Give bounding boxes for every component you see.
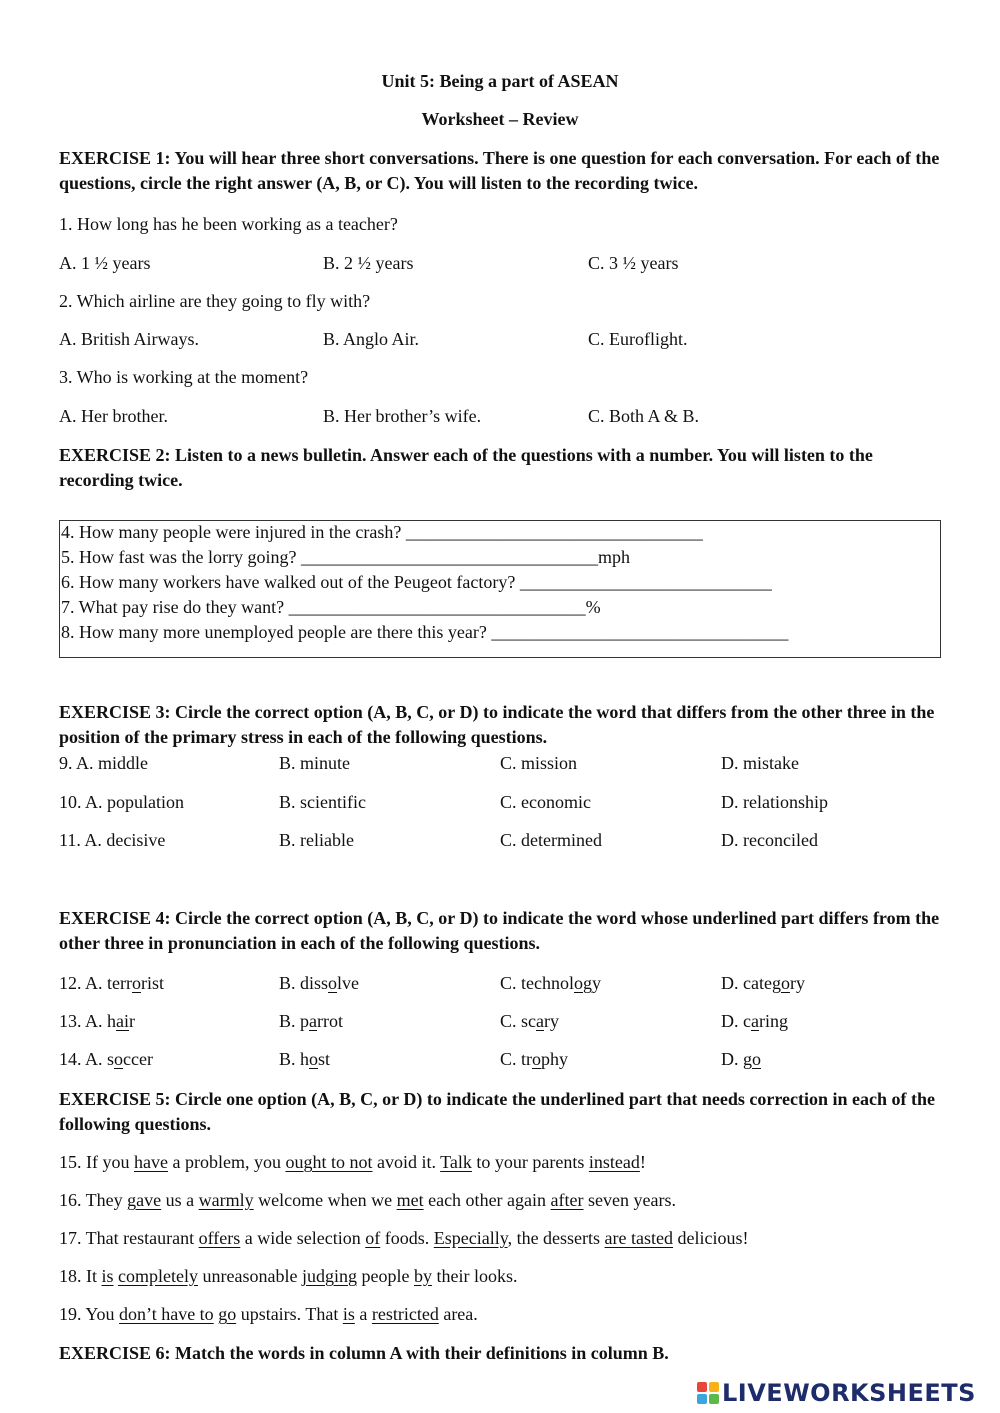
liveworksheets-logo-icon	[697, 1382, 719, 1404]
q11-option-d[interactable]: D. reconciled	[721, 830, 818, 850]
underlined-part: o	[328, 973, 338, 993]
underlined-part: o	[114, 1049, 124, 1069]
option-c-part[interactable]: Talk	[440, 1152, 472, 1172]
exercise-4-heading: EXERCISE 4: Circle the correct option (A, B, C, or D) to indicate the word whose underlined part differs from the other three in pronunciation in each of the following questions.	[59, 908, 940, 953]
underlined-part: ai	[116, 1011, 130, 1031]
exercise-1-heading: EXERCISE 1: You will hear three short conversations. There is one question for each conversation. For each of the questions, circle the right answer (A, B, or C). You will listen to the recording twice.	[59, 148, 940, 193]
option-a-part[interactable]: offers	[198, 1228, 241, 1248]
question-6[interactable]: 6. How many workers have walked out of the Peugeot factory? ____________________________	[61, 572, 772, 592]
q12-option-b[interactable]: B. dissolve	[279, 973, 360, 993]
q10-option-d[interactable]: D. relationship	[721, 792, 828, 812]
question-8[interactable]: 8. How many more unemployed people are there this year? _________________________________	[61, 622, 789, 642]
q2-option-b[interactable]: B. Anglo Air.	[323, 329, 420, 349]
exercise-2-heading: EXERCISE 2: Listen to a news bulletin. Answer each of the questions with a number. You will listen to the recording twice.	[59, 445, 873, 490]
option-c-part[interactable]: met	[396, 1190, 424, 1210]
question-4[interactable]: 4. How many people were injured in the crash? _________________________________	[61, 522, 703, 542]
option-a-part[interactable]: have	[134, 1152, 168, 1172]
q10-option-a[interactable]: 10. A. population	[59, 792, 184, 812]
q14-option-d[interactable]: D. go	[721, 1049, 761, 1069]
q14-option-c[interactable]: C. trophy	[500, 1049, 569, 1069]
q2-option-c[interactable]: C. Euroflight.	[588, 329, 688, 349]
q13-option-b[interactable]: B. parrot	[279, 1011, 344, 1031]
option-d-part[interactable]: are tasted	[604, 1228, 674, 1248]
worksheet-title: Unit 5: Being a part of ASEAN	[381, 71, 619, 91]
option-d-part[interactable]: instead	[588, 1152, 640, 1172]
option-c-part[interactable]: judging	[301, 1266, 357, 1286]
q12-option-d[interactable]: D. category	[721, 973, 805, 993]
question-17: 17. That restaurant offers a wide selection of foods. Especially, the desserts are tasted delicious!	[59, 1228, 749, 1248]
question-7[interactable]: 7. What pay rise do they want? _________________________________%	[61, 597, 601, 617]
q1-option-a[interactable]: A. 1 ½ years	[59, 253, 151, 273]
q14-option-a[interactable]: 14. A. soccer	[59, 1049, 153, 1069]
q12-option-c[interactable]: C. technology	[500, 973, 601, 993]
q2-option-a[interactable]: A. British Airways.	[59, 329, 200, 349]
exercise-3-heading: EXERCISE 3: Circle the correct option (A, B, C, or D) to indicate the word that differs from the other three in the position of the primary stress in each of the following questions.	[59, 702, 935, 747]
underlined-part: o	[780, 973, 790, 993]
q11-option-b[interactable]: B. reliable	[279, 830, 354, 850]
option-b-part[interactable]: go	[218, 1304, 237, 1324]
option-a-part[interactable]: don’t have to	[119, 1304, 214, 1324]
q9-option-c[interactable]: C. mission	[500, 753, 578, 773]
q13-option-a[interactable]: 13. A. hair	[59, 1011, 136, 1031]
liveworksheets-logo	[697, 1378, 976, 1408]
question-3: 3. Who is working at the moment?	[59, 367, 309, 387]
underlined-part: og	[574, 973, 592, 993]
q10-option-c[interactable]: C. economic	[500, 792, 591, 812]
exercise-6-heading: EXERCISE 6: Match the words in column A with their definitions in column B.	[59, 1343, 669, 1363]
q10-option-b[interactable]: B. scientific	[279, 792, 366, 812]
worksheet-subtitle: Worksheet – Review	[421, 109, 579, 129]
q9-option-a[interactable]: 9. A. middle	[59, 753, 148, 773]
q11-option-a[interactable]: 11. A. decisive	[59, 830, 166, 850]
q3-option-a[interactable]: A. Her brother.	[59, 406, 168, 426]
option-b-part[interactable]: ought to not	[285, 1152, 373, 1172]
underlined-part: o	[752, 1049, 761, 1069]
underlined-part: a	[751, 1011, 759, 1031]
question-15: 15. If you have a problem, you ought to not avoid it. Talk to your parents instead!	[59, 1152, 646, 1172]
q1-option-c[interactable]: C. 3 ½ years	[588, 253, 679, 273]
question-1: 1. How long has he been working as a teacher?	[59, 214, 398, 234]
q9-option-b[interactable]: B. minute	[279, 753, 350, 773]
q1-option-b[interactable]: B. 2 ½ years	[323, 253, 414, 273]
q9-option-d[interactable]: D. mistake	[721, 753, 799, 773]
q14-option-b[interactable]: B. host	[279, 1049, 331, 1069]
q13-option-d[interactable]: D. caring	[721, 1011, 788, 1031]
option-a-part[interactable]: is	[101, 1266, 114, 1286]
q12-option-a[interactable]: 12. A. terrorist	[59, 973, 164, 993]
question-18: 18. It is completely unreasonable judging people by their looks.	[59, 1266, 518, 1286]
option-d-part[interactable]: restricted	[371, 1304, 439, 1324]
question-5[interactable]: 5. How fast was the lorry going? _________________________________mph	[61, 547, 630, 567]
option-a-part[interactable]: gave	[127, 1190, 162, 1210]
q13-option-c[interactable]: C. scary	[500, 1011, 559, 1031]
option-d-part[interactable]: after	[550, 1190, 584, 1210]
option-b-part[interactable]: completely	[118, 1266, 198, 1286]
question-2: 2. Which airline are they going to fly with?	[59, 291, 371, 311]
underlined-part: o	[309, 1049, 319, 1069]
question-19: 19. You don’t have to go upstairs. That is a restricted area.	[59, 1304, 478, 1324]
q11-option-c[interactable]: C. determined	[500, 830, 602, 850]
underlined-part: o	[532, 1049, 542, 1069]
question-16: 16. They gave us a warmly welcome when we met each other again after seven years.	[59, 1190, 676, 1210]
underlined-part: a	[536, 1011, 544, 1031]
exercise-5-heading: EXERCISE 5: Circle one option (A, B, C, or D) to indicate the underlined part that needs correction in each of the following questions.	[59, 1089, 935, 1134]
option-c-part[interactable]: is	[342, 1304, 355, 1324]
underlined-part: o	[131, 973, 141, 993]
option-b-part[interactable]: of	[365, 1228, 381, 1248]
option-c-part[interactable]: Especially	[433, 1228, 508, 1248]
q3-option-c[interactable]: C. Both A & B.	[588, 406, 700, 426]
option-b-part[interactable]: warmly	[198, 1190, 254, 1210]
option-d-part[interactable]: by	[413, 1266, 432, 1286]
liveworksheets-logo-text: LIVEWORKSHEETS	[722, 1379, 976, 1407]
underlined-part: a	[309, 1011, 318, 1031]
q3-option-b[interactable]: B. Her brother’s wife.	[323, 406, 482, 426]
